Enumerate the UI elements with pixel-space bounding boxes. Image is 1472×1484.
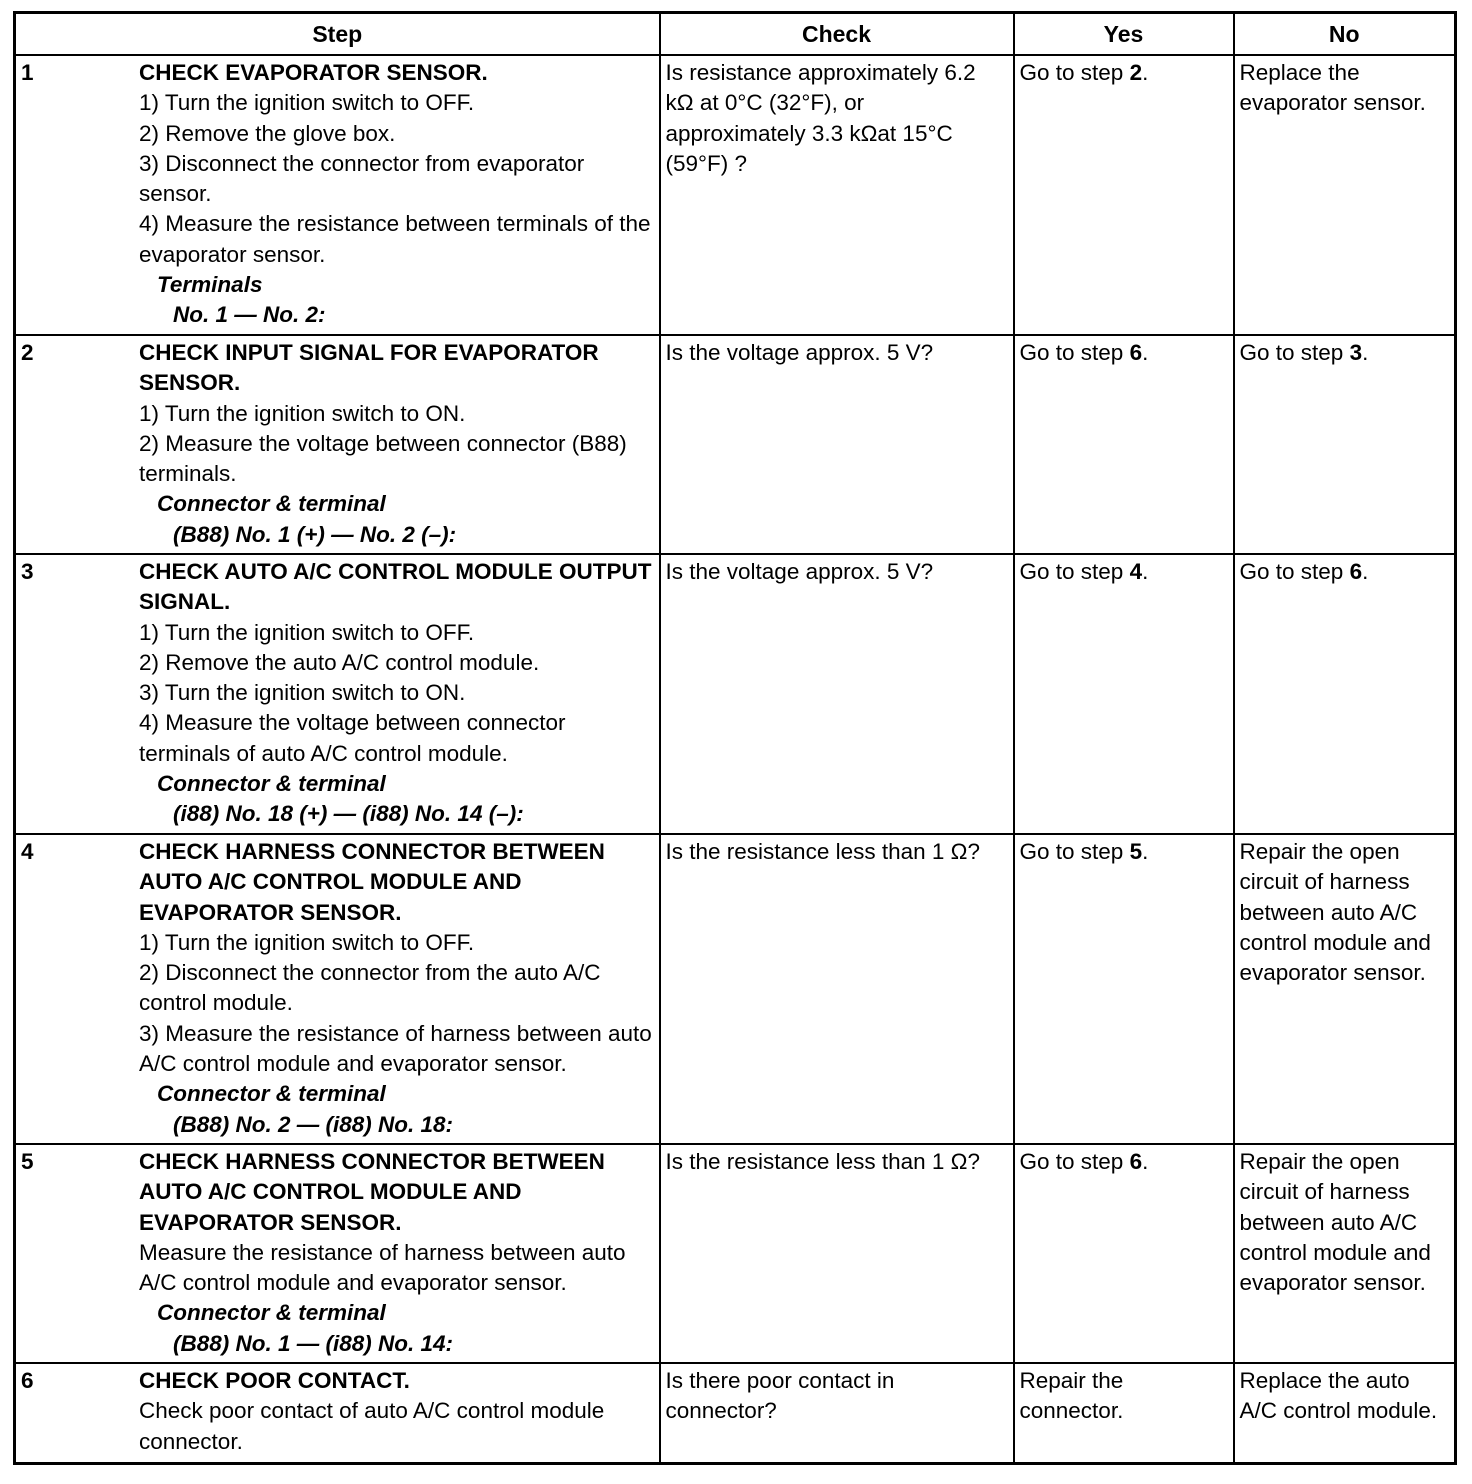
yes-step-number: 6 (1129, 340, 1143, 365)
yes-step-number: 6 (1129, 1149, 1143, 1174)
spec-label: Connector & terminal (157, 1300, 386, 1326)
yes-end: . (1142, 839, 1149, 864)
yes-cell (1014, 554, 1234, 834)
step-title: CHECK HARNESS CONNECTOR BETWEEN AUTO A/C CONTROL MODULE AND EVAPORATOR SENSOR. (139, 839, 605, 925)
step-title: CHECK HARNESS CONNECTOR BETWEEN AUTO A/C CONTROL MODULE AND EVAPORATOR SENSOR. (139, 1149, 605, 1235)
header-yes: Yes (1014, 13, 1234, 56)
yes-cell (1014, 1363, 1234, 1463)
header-step: Step (15, 13, 660, 56)
check-cell: Is there poor contact in connector? (660, 1363, 1014, 1463)
step-title: CHECK EVAPORATOR SENSOR. (139, 60, 488, 85)
step-number: 6 (21, 1368, 34, 1393)
table-row (15, 834, 1456, 1144)
yes-text: Repair the connector. (1019, 1368, 1124, 1424)
step-number: 3 (21, 559, 34, 584)
yes-cell (1014, 1144, 1234, 1363)
instruction-line: 1) Turn the ignition switch to OFF. (139, 929, 475, 955)
step-cell (15, 55, 660, 335)
check-cell: Is the voltage approx. 5 V? (660, 335, 1014, 554)
no-end: . (1362, 559, 1369, 584)
table-row (15, 55, 1456, 335)
spec-label: Connector & terminal (157, 771, 386, 797)
yes-step-number: 2 (1129, 60, 1143, 85)
no-cell (1234, 1144, 1456, 1363)
no-text: Repair the open circuit of harness between auto A/C control module and evaporator sensor. (1239, 1149, 1431, 1296)
header-row (15, 13, 1456, 56)
step-number: 5 (21, 1149, 34, 1174)
check-cell: Is the resistance less than 1 Ω? (660, 834, 1014, 1144)
table-row (15, 1363, 1456, 1463)
no-text: Repair the open circuit of harness between auto A/C control module and evaporator sensor. (1239, 839, 1431, 986)
yes-cell (1014, 335, 1234, 554)
instruction-line: 2) Disconnect the connector from the auto A/C control module. (139, 960, 601, 1016)
instruction-line: 2) Remove the auto A/C control module. (139, 649, 540, 675)
yes-step-number: 4 (1129, 559, 1143, 584)
yes-step-number: 5 (1129, 839, 1143, 864)
diagnostic-table (13, 11, 1457, 1465)
no-text: Go to step (1239, 340, 1350, 365)
step-title: CHECK POOR CONTACT. (139, 1368, 410, 1393)
yes-text: Go to step (1019, 1149, 1130, 1174)
instruction-line: 1) Turn the ignition switch to OFF. (139, 90, 475, 116)
no-step-number: 6 (1349, 559, 1363, 584)
check-cell: Is resistance approximately 6.2 kΩ at 0°C (32°F), or approximately 3.3 kΩat 15°C (59°F) ? (660, 55, 1014, 335)
spec-value: (B88) No. 1 (+) — No. 2 (–): (173, 521, 457, 547)
yes-text: Go to step (1019, 60, 1130, 85)
no-end: . (1362, 340, 1369, 365)
yes-end: . (1142, 340, 1149, 365)
no-cell (1234, 1363, 1456, 1463)
instruction-line: 1) Turn the ignition switch to ON. (139, 400, 466, 426)
yes-end: . (1142, 1149, 1149, 1174)
yes-text: Go to step (1019, 340, 1130, 365)
yes-text: Go to step (1019, 559, 1130, 584)
check-cell: Is the resistance less than 1 Ω? (660, 1144, 1014, 1363)
spec-value: (B88) No. 1 — (i88) No. 14: (173, 1330, 454, 1356)
yes-cell (1014, 55, 1234, 335)
yes-text: Go to step (1019, 839, 1130, 864)
spec-label: Connector & terminal (157, 1081, 386, 1107)
instruction-line: Measure the resistance of harness between auto A/C control module and evaporator sensor. (139, 1239, 626, 1296)
check-cell: Is the voltage approx. 5 V? (660, 554, 1014, 834)
spec-value: (B88) No. 2 — (i88) No. 18: (173, 1111, 454, 1137)
no-text: Replace the auto A/C control module. (1239, 1368, 1438, 1424)
no-cell (1234, 335, 1456, 554)
spec-label: Terminals (157, 272, 263, 298)
header-check: Check (660, 13, 1014, 56)
yes-end: . (1142, 559, 1149, 584)
header-no: No (1234, 13, 1456, 56)
instruction-line: 2) Measure the voltage between connector (B88) terminals. (139, 430, 627, 487)
table-row (15, 1144, 1456, 1363)
step-number: 1 (21, 60, 34, 85)
step-title: CHECK INPUT SIGNAL FOR EVAPORATOR SENSOR. (139, 340, 599, 396)
table-row (15, 335, 1456, 554)
instruction-line: Check poor contact of auto A/C control module connector. (139, 1398, 605, 1454)
instruction-line: 2) Remove the glove box. (139, 120, 396, 146)
table-row (15, 554, 1456, 834)
spec-value: No. 1 — No. 2: (173, 302, 326, 328)
no-cell (1234, 834, 1456, 1144)
step-cell (15, 1144, 660, 1363)
step-cell (15, 834, 660, 1144)
instruction-line: 3) Measure the resistance of harness between auto A/C control module and evaporator sensor. (139, 1020, 652, 1077)
instruction-line: 3) Turn the ignition switch to ON. (139, 680, 466, 706)
instruction-line: 3) Disconnect the connector from evaporator sensor. (139, 150, 585, 207)
step-cell (15, 1363, 660, 1463)
instruction-line: 1) Turn the ignition switch to OFF. (139, 619, 475, 645)
no-cell (1234, 55, 1456, 335)
instruction-line: 4) Measure the resistance between terminals of the evaporator sensor. (139, 211, 651, 267)
step-number: 4 (21, 839, 34, 864)
step-number: 2 (21, 340, 34, 365)
step-cell (15, 335, 660, 554)
no-cell (1234, 554, 1456, 834)
no-text: Go to step (1239, 559, 1350, 584)
no-step-number: 3 (1349, 340, 1363, 365)
no-text: Replace the evaporator sensor. (1239, 60, 1426, 116)
yes-cell (1014, 834, 1234, 1144)
step-title: CHECK AUTO A/C CONTROL MODULE OUTPUT SIGNAL. (139, 559, 652, 615)
spec-label: Connector & terminal (157, 491, 386, 517)
instruction-line: 4) Measure the voltage between connector terminals of auto A/C control module. (139, 710, 566, 766)
spec-value: (i88) No. 18 (+) — (i88) No. 14 (–): (173, 801, 524, 827)
step-cell (15, 554, 660, 834)
yes-end: . (1142, 60, 1149, 85)
